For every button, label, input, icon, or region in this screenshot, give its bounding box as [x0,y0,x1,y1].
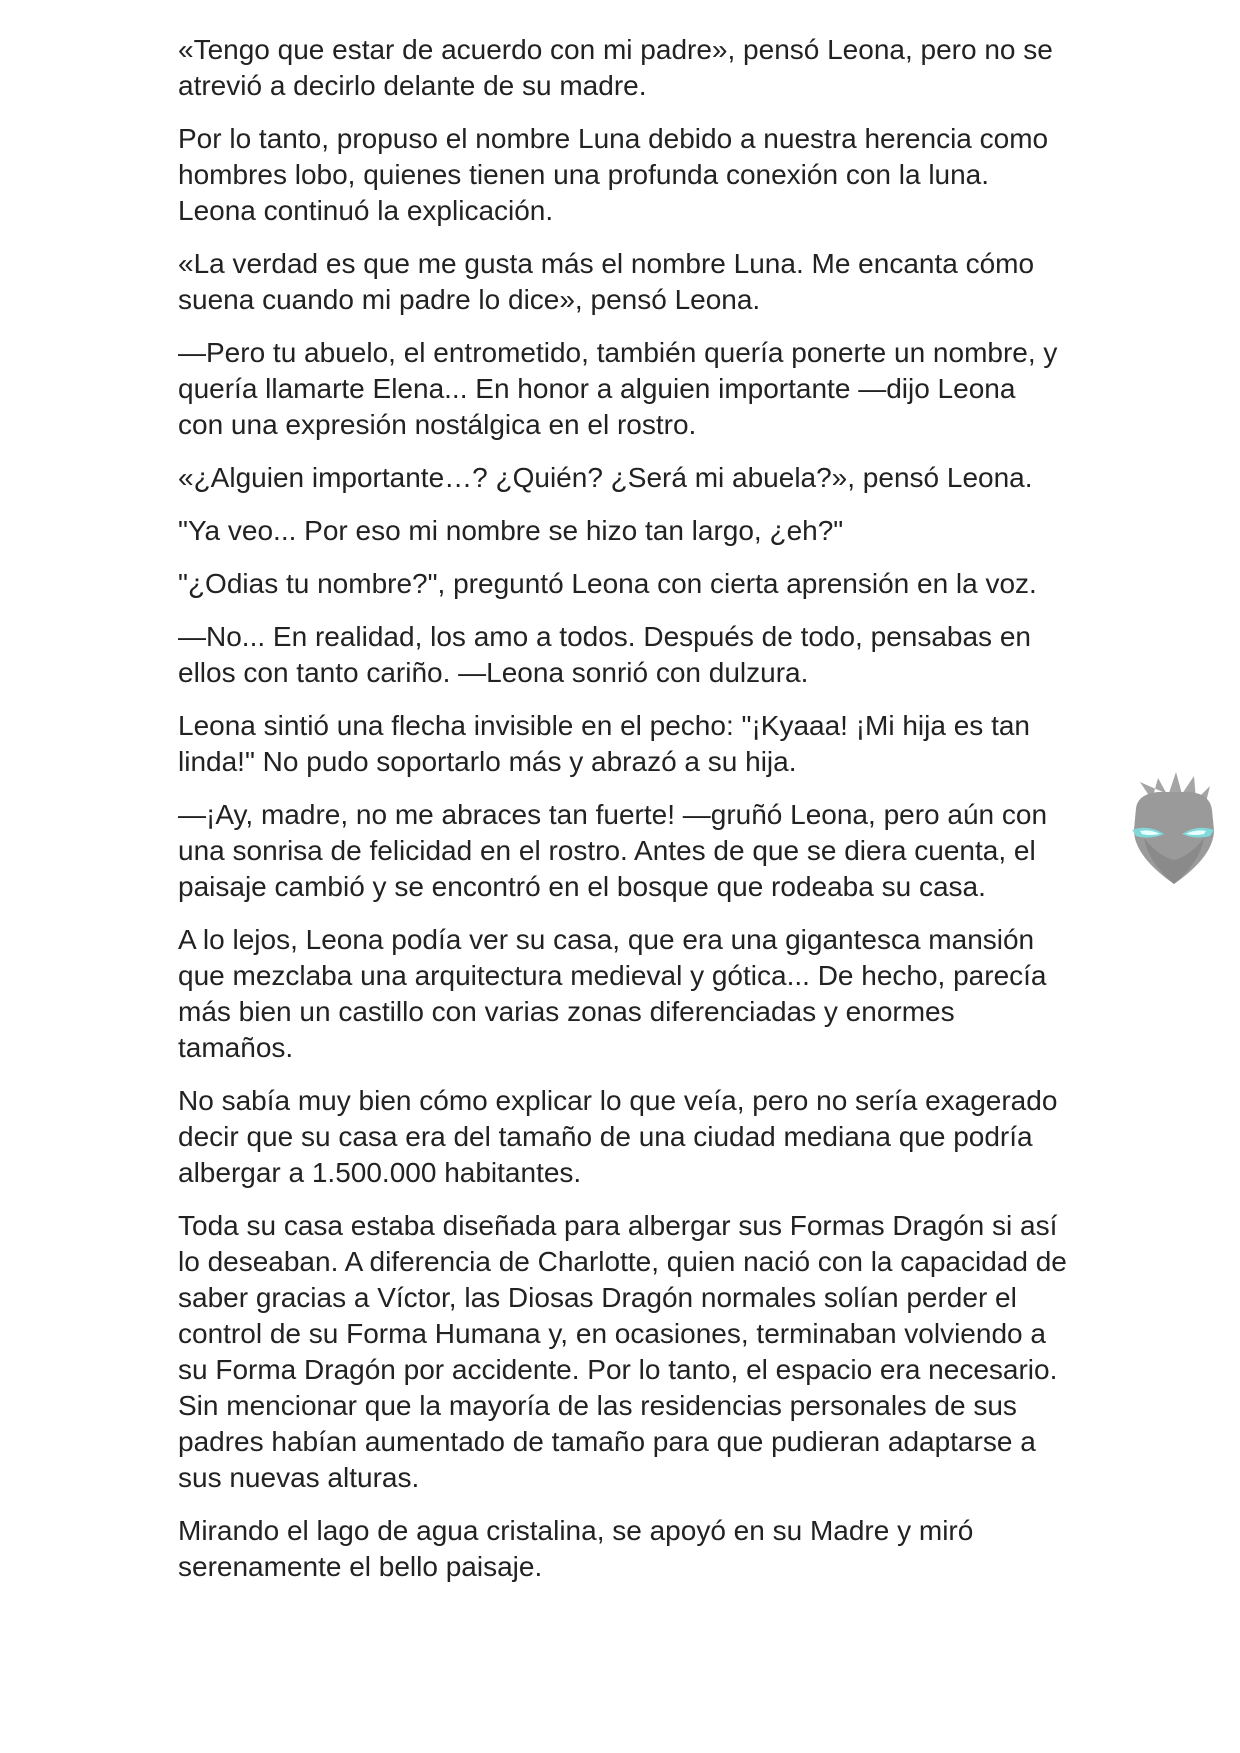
demon-head-icon [1118,760,1228,890]
paragraph: "¿Odias tu nombre?", preguntó Leona con cierta aprensión en la voz. [178,568,1037,599]
paragraph: «La verdad es que me gusta más el nombre Luna. Me encanta cómo suena cuando mi padre lo dice», pensó Leona. [178,248,1035,315]
paragraph: No sabía muy bien cómo explicar lo que veía, pero no sería exagerado decir que su casa era del tamaño de una ciudad mediana que podría albergar a 1.500.000 habitantes. [178,1085,1058,1188]
paragraph: Toda su casa estaba diseñada para albergar sus Formas Dragón si así lo deseaban. A diferencia de Charlotte, quien nació con la capacidad de saber gracias a Víctor, las Diosas Dragón normales solían perder el control de su Forma Humana y, en ocasiones, terminaban volviendo a su Forma Dragón por accidente. Por lo tanto, el espacio era necesario. Sin mencionar que la mayoría de las residencias personales de sus padres habían aumentado de tamaño para que pudieran adaptarse a sus nuevas alturas. [178,1210,1067,1493]
paragraph: Por lo tanto, propuso el nombre Luna debido a nuestra herencia como hombres lobo, quienes tienen una profunda conexión con la luna. Leona continuó la explicación. [178,123,1049,226]
document-body [178,32,1068,1602]
paragraph: "Ya veo... Por eso mi nombre se hizo tan largo, ¿eh?" [178,515,844,546]
paragraph: Leona sintió una flecha invisible en el pecho: "¡Kyaaa! ¡Mi hija es tan linda!" No pudo soportarlo más y abrazó a su hija. [178,710,1031,777]
paragraph: —Pero tu abuelo, el entrometido, también quería ponerte un nombre, y quería llamarte Elena... En honor a alguien importante —dijo Leona con una expresión nostálgica en el rostro. [178,337,1058,440]
paragraph: Mirando el lago de agua cristalina, se apoyó en su Madre y miró serenamente el bello paisaje. [178,1515,974,1582]
demon-head-graphic [1118,760,1228,890]
paragraph: A lo lejos, Leona podía ver su casa, que era una gigantesca mansión que mezclaba una arquitectura medieval y gótica... De hecho, parecía más bien un castillo con varias zonas diferenciadas y enormes tamaños. [178,924,1047,1063]
paragraph: «¿Alguien importante…? ¿Quién? ¿Será mi abuela?», pensó Leona. [178,462,1033,493]
paragraph: —¡Ay, madre, no me abraces tan fuerte! —gruñó Leona, pero aún con una sonrisa de felicidad en el rostro. Antes de que se diera cuenta, el paisaje cambió y se encontró en el bosque que rodeaba su casa. [178,799,1048,902]
paragraph: «Tengo que estar de acuerdo con mi padre», pensó Leona, pero no se atrevió a decirlo delante de su madre. [178,34,1053,101]
paragraph: —No... En realidad, los amo a todos. Después de todo, pensabas en ellos con tanto cariño. —Leona sonrió con dulzura. [178,621,1031,688]
